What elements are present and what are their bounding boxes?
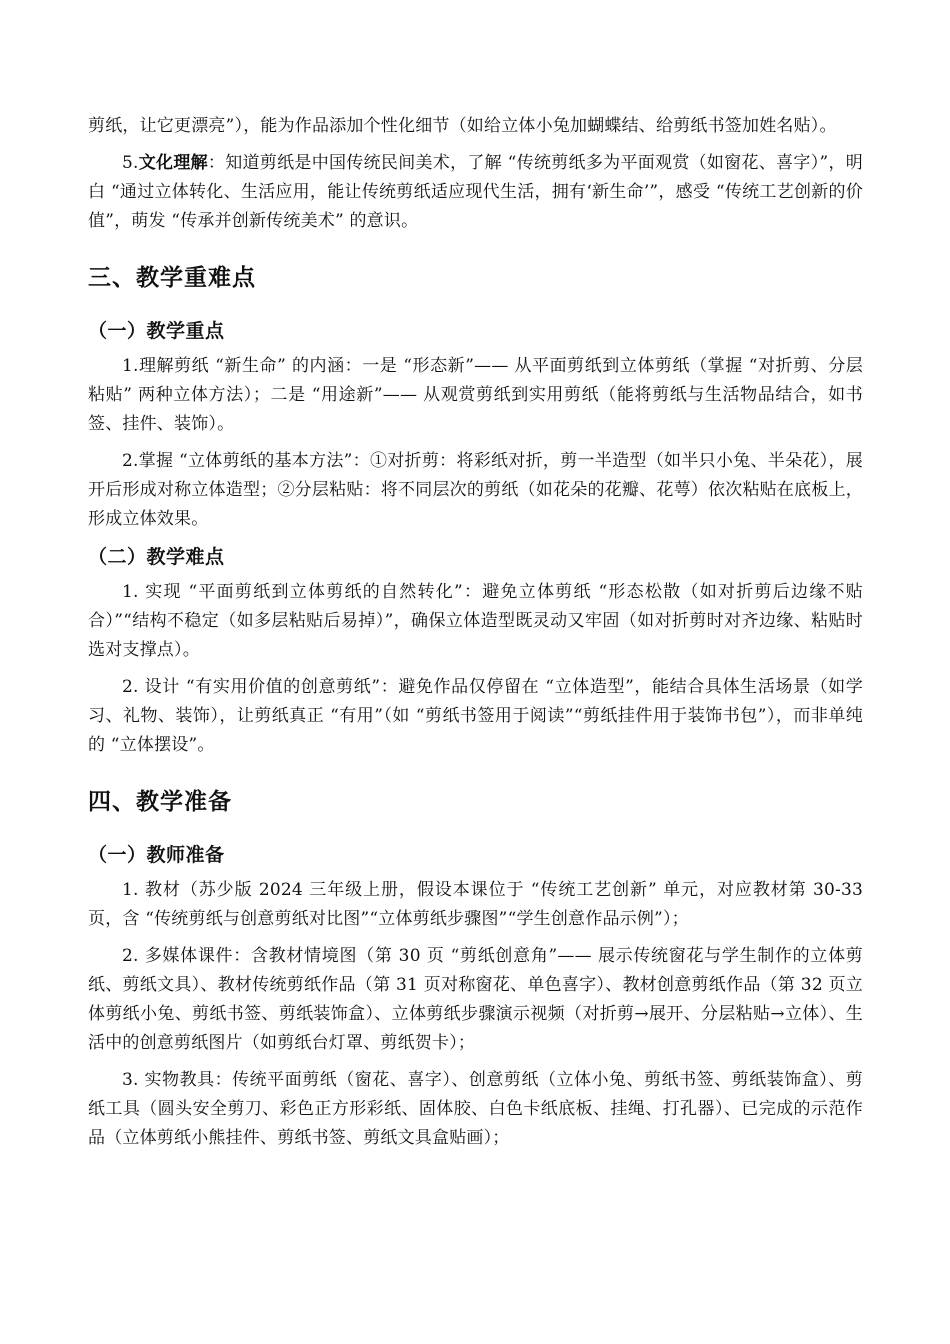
subheading-teaching-difficulty: （二）教学难点 bbox=[88, 546, 225, 568]
difficulty-item: 1. 实现 “平面剪纸到立体剪纸的自然转化”：避免立体剪纸 “形态松散（如对折剪后边缘不贴合）”“结构不稳定（如多层粘贴后易掉）”，确保立体造型既灵动又牢固（如对折剪时对齐边缘、粘贴时选对支撑点）。 bbox=[88, 582, 863, 660]
focus-item: 2.掌握 “立体剪纸的基本方法”：①对折剪：将彩纸对折，剪一半造型（如半只小兔、半朵花），展开后形成对称立体造型；②分层粘贴：将不同层次的剪纸（如花朵的花瓣、花萼）依次粘贴在底板上，形成立体效果。 bbox=[88, 451, 863, 529]
item-number: 5. bbox=[122, 153, 139, 173]
difficulty-item: 2. 设计 “有实用价值的创意剪纸”：避免作品仅停留在 “立体造型”，能结合具体生活场景（如学习、礼物、装饰），让剪纸真正 “有用”（如 “剪纸书签用于阅读”“剪纸挂件用于装饰书包”），而非单纯的 “立体摆设”。 bbox=[88, 677, 863, 755]
preparation-item: 2. 多媒体课件：含教材情境图（第 30 页 “剪纸创意角”—— 展示传统窗花与学生制作的立体剪纸、剪纸文具）、教材传统剪纸作品（第 31 页对称窗花、单色喜字）、教材创意剪纸作品（第 32 页立体剪纸小兔、剪纸书签、剪纸装饰盒）、立体剪纸步骤演示视频（对折剪→展开、分层粘贴→立体）、生活中的创意剪纸图片（如剪纸台灯罩、剪纸贺卡）； bbox=[88, 946, 863, 1053]
preparation-item: 3. 实物教具：传统平面剪纸（窗花、喜字）、创意剪纸（立体小兔、剪纸书签、剪纸装饰盒）、剪纸工具（圆头安全剪刀、彩色正方形彩纸、固体胶、白色卡纸底板、挂绳、打孔器）、已完成的示范作品（立体剪纸小熊挂件、剪纸书签、剪纸文具盒贴画）； bbox=[88, 1070, 863, 1148]
item-label: 文化理解 bbox=[138, 153, 208, 173]
intro-paragraph-continuation: 剪纸，让它更漂亮”），能为作品添加个性化细节（如给立体小兔加蝴蝶结、给剪纸书签加姓名贴）。 bbox=[88, 116, 837, 136]
focus-item: 1.理解剪纸 “新生命” 的内涵：一是 “形态新”—— 从平面剪纸到立体剪纸（掌握 “对折剪、分层粘贴” 两种立体方法）；二是 “用途新”—— 从观赏剪纸到实用剪纸（能将剪纸与生活物品结合，如书签、挂件、装饰）。 bbox=[88, 356, 863, 434]
culture-understanding-paragraph bbox=[88, 149, 863, 236]
subheading-teacher-preparation: （一）教师准备 bbox=[88, 844, 225, 866]
subheading-teaching-focus: （一）教学重点 bbox=[88, 320, 225, 342]
document-page bbox=[88, 112, 863, 1161]
section-heading-preparation: 四、教学准备 bbox=[88, 789, 232, 815]
preparation-item: 1. 教材（苏少版 2024 三年级上册，假设本课位于 “传统工艺创新” 单元，对应教材第 30-33 页，含 “传统剪纸与创意剪纸对比图”“立体剪纸步骤图”“学生创意作品示例”）； bbox=[88, 880, 863, 929]
item-text: ：知道剪纸是中国传统民间美术，了解 “传统剪纸多为平面观赏（如窗花、喜字）”，明白 “通过立体转化、生活应用，能让传统剪纸适应现代生活，拥有‘新生命’”，感受 “传统工艺创新的价值”，萌发 “传承并创新传统美术” 的意识。 bbox=[88, 153, 863, 231]
section-heading-key-points: 三、教学重难点 bbox=[88, 265, 256, 291]
